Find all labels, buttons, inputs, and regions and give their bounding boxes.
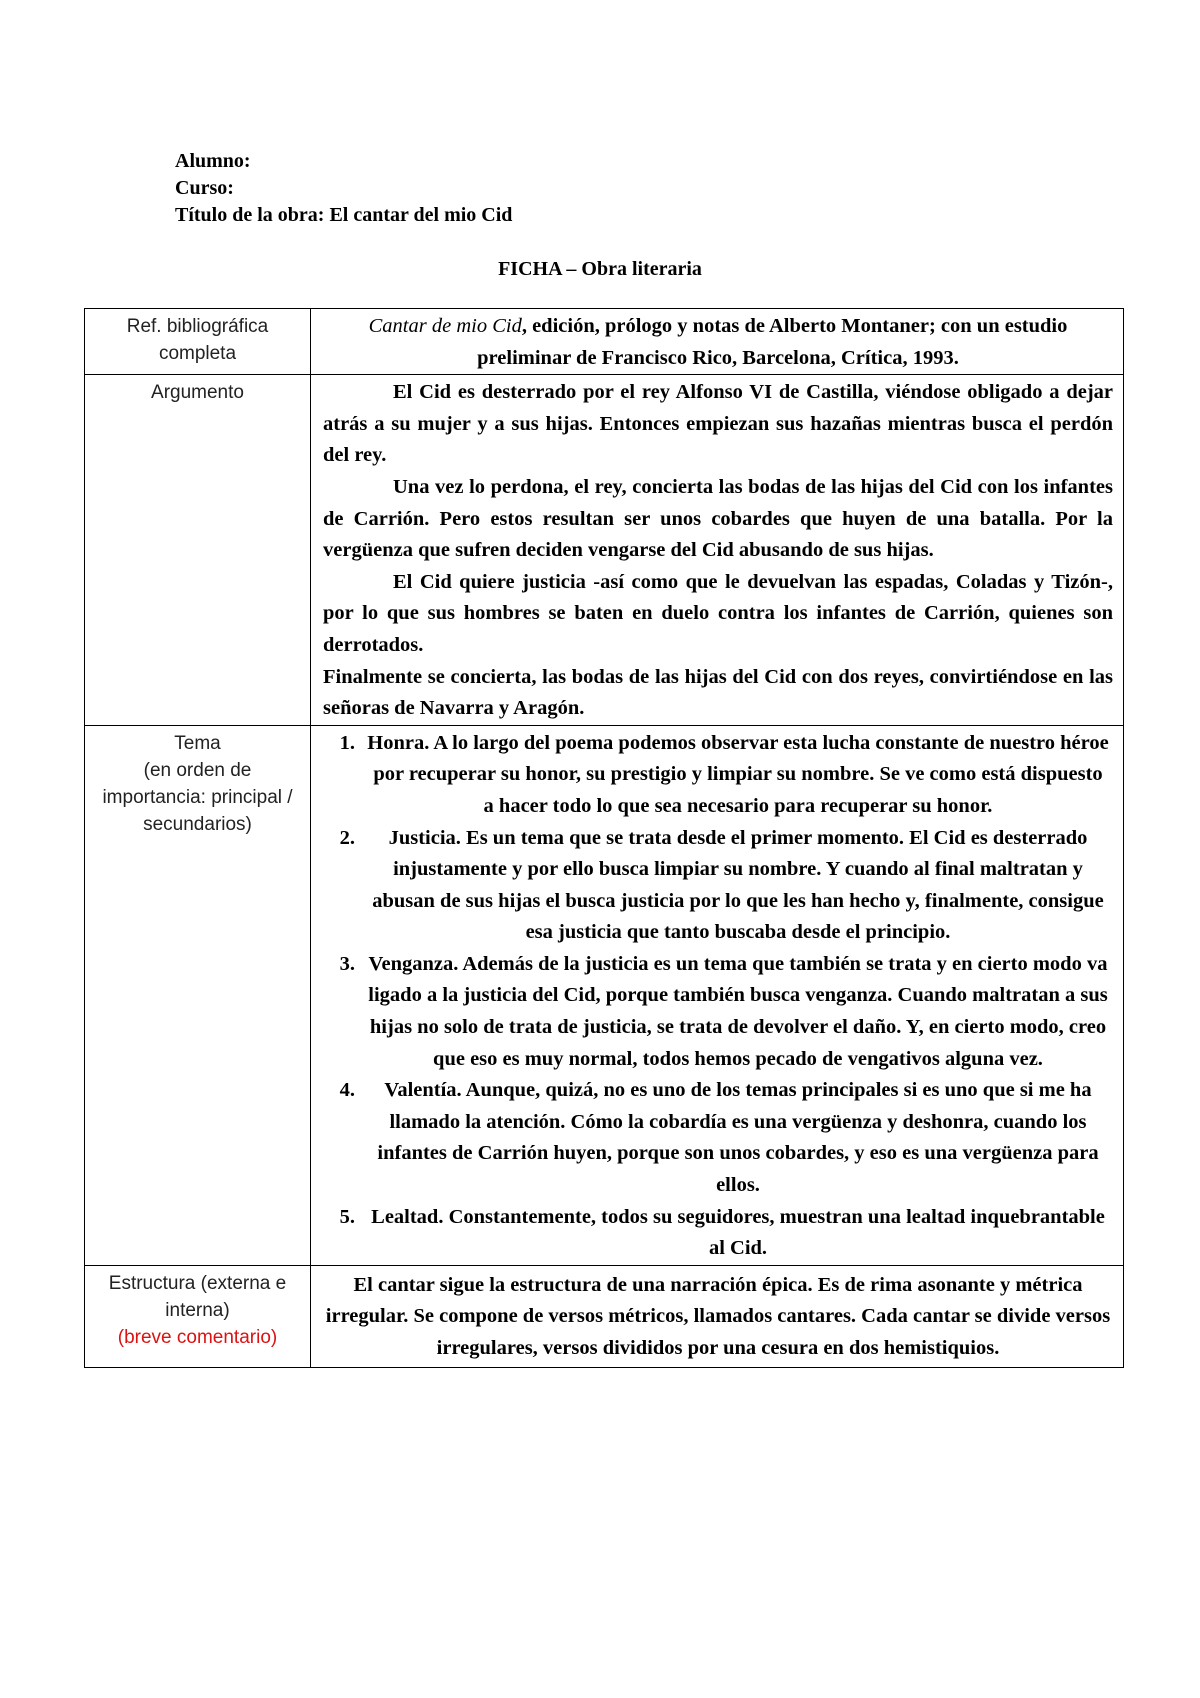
list-item-text: Justicia. Es un tema que se trata desde el primer momento. El Cid es desterrado injustamente y por ello busca limpiar su nombre. Y cuando al final maltratan y abusan de sus hijas el busca justicia por lo que les han hecho y, finalmente, consigue esa justicia que tanto buscaba desde el principio. (372, 826, 1104, 944)
list-item-text: Valentía. Aunque, quizá, no es uno de los temas principales si es uno que si me ha llamado la atención. Cómo la cobardía es una vergüenza y deshonra, cuando los infantes de Carrión huyen, porque son unos cobardes, y eso es una vergüenza para ellos. (377, 1079, 1099, 1197)
argumento-paragraph: Finalmente se concierta, las bodas de las hijas del Cid con dos reyes, convirtiéndose en las señoras de Navarra y Aragón. (323, 665, 1113, 720)
list-item-number: 1. (339, 731, 355, 754)
ref-title: Cantar de mio Cid (368, 315, 522, 337)
row-ref (85, 309, 1124, 375)
work-title: Título de la obra: El cantar del mio Cid (175, 204, 513, 226)
list-item-text: Lealtad. Constantemente, todos su seguidores, muestran una lealtad inquebrantable al Cid. (371, 1205, 1105, 1260)
list-item (323, 823, 1113, 949)
ficha-title: FICHA – Obra literaria (498, 258, 702, 280)
argumento-paragraph: El Cid quiere justicia -así como que le devuelvan las espadas, Coladas y Tizón-, por lo que sus hombres se baten en duelo contra los infantes de Carrión, quienes son derrotados. (323, 570, 1113, 656)
argumento-content (311, 375, 1124, 726)
tema-list (323, 728, 1113, 1265)
list-item (323, 1202, 1113, 1265)
list-item-number: 4. (339, 1079, 355, 1102)
list-item-text: Honra. A lo largo del poema podemos observar esta lucha constante de nuestro héroe por recuperar su honor, su prestigio y limpiar su nombre. Se ve como está dispuesto a hacer todo lo que sea necesario para recuperar su honor. (367, 731, 1109, 817)
argumento-paragraph: El Cid es desterrado por el rey Alfonso VI de Castilla, viéndose obligado a dejar atrás a su mujer y a sus hijas. Entonces empiezan sus hazañas mientras busca el perdón del rey. (323, 381, 1113, 467)
alumno-label: Alumno: (175, 150, 251, 172)
argumento-label: Argumento (85, 375, 311, 726)
list-item (323, 949, 1113, 1075)
row-estructura (85, 1265, 1124, 1367)
ficha-table (84, 308, 1124, 1368)
list-item-text: Venganza. Además de la justicia es un tema que también se trata y en cierto modo va ligado a la justicia del Cid, porque también busca venganza. Cuando maltratan a sus hijas no solo de trata de justicia, se trata de devolver el daño. Y, en cierto modo, creo que eso es muy normal, todos hemos pecado de vengativos alguna vez. (368, 952, 1108, 1070)
estructura-content: El cantar sigue la estructura de una narración épica. Es de rima asonante y métrica irregular. Se compone de versos métricos, llamados cantares. Cada cantar se divide versos irregulares, versos divididos por una cesura en dos hemistiquios. (311, 1265, 1124, 1367)
tema-label-main: Tema (174, 732, 221, 754)
curso-label: Curso: (175, 177, 234, 199)
tema-content (311, 725, 1124, 1265)
list-item (323, 728, 1113, 823)
estructura-label-main: Estructura (externa e interna) (108, 1272, 287, 1321)
ref-label: Ref. bibliográfica completa (85, 309, 311, 375)
tema-label-sub: (en orden de importancia: principal / secundarios) (102, 759, 293, 835)
ref-content (311, 309, 1124, 375)
tema-label (85, 725, 311, 1265)
list-item (323, 1075, 1113, 1201)
estructura-label (85, 1265, 311, 1367)
list-item-number: 5. (339, 1205, 355, 1228)
student-header (175, 148, 512, 229)
list-item-number: 2. (339, 826, 355, 849)
list-item-number: 3. (339, 952, 355, 975)
argumento-paragraph: Una vez lo perdona, el rey, concierta las bodas de las hijas del Cid con los infantes de Carrión. Pero estos resultan ser unos cobardes que huyen de una batalla. Por la vergüenza que sufren deciden vengarse del Cid abusando de sus hijas. (323, 475, 1113, 562)
ref-text: , edición, prólogo y notas de Alberto Montaner; con un estudio preliminar de Francisco Rico, Barcelona, Crítica, 1993. (477, 315, 1068, 369)
estructura-label-note: (breve comentario) (117, 1326, 278, 1348)
row-argumento (85, 375, 1124, 726)
row-tema (85, 725, 1124, 1265)
